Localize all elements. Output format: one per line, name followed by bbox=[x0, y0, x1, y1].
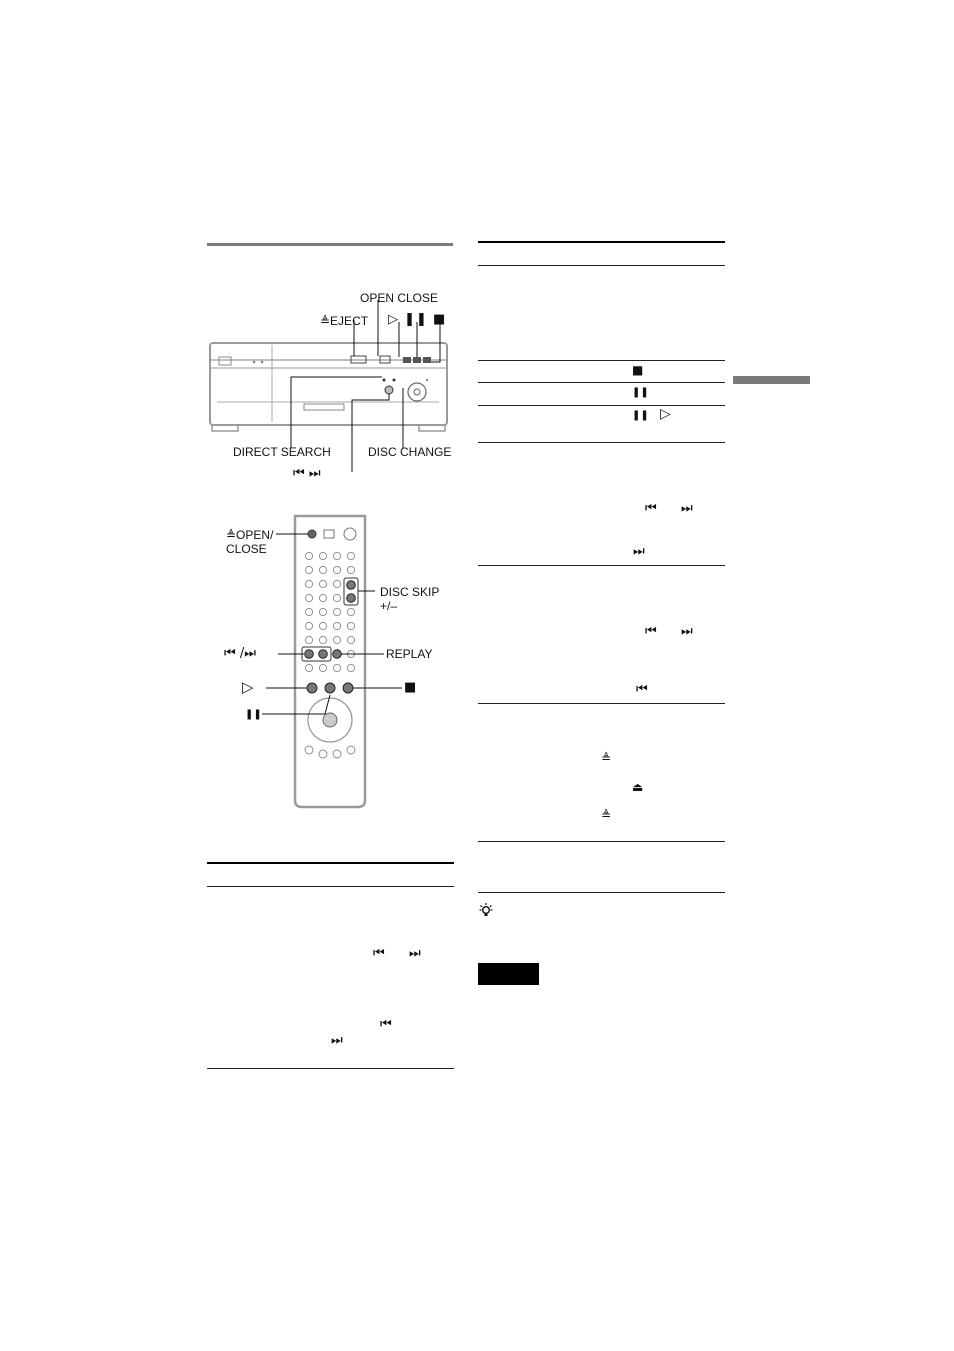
remote-pause-label: ❚❚ bbox=[245, 709, 262, 720]
disc-skip-label-line2: +/– bbox=[380, 599, 398, 613]
right-table-header-rule bbox=[478, 265, 725, 266]
player-front-illustration bbox=[207, 340, 453, 435]
right-table-top-rule bbox=[478, 241, 725, 243]
right-table-row-rule bbox=[478, 442, 725, 443]
remote-illustration bbox=[220, 512, 450, 812]
next-symbol: ⏭ bbox=[681, 501, 693, 516]
play-symbol: ▷ bbox=[660, 406, 671, 422]
disc-skip-label: DISC SKIP bbox=[380, 585, 440, 599]
pause-symbol: ❚❚ bbox=[632, 410, 649, 421]
side-section-tab bbox=[733, 376, 810, 384]
right-table-row-rule bbox=[478, 565, 725, 566]
next-symbol: ⏭ bbox=[681, 624, 693, 639]
left-table-header-rule bbox=[207, 886, 454, 887]
hint-bulb-icon bbox=[479, 902, 493, 918]
next-symbol: ⏭ bbox=[409, 946, 421, 961]
pause-symbol: ❚❚ bbox=[632, 387, 649, 398]
remote-prev-next-label: ⏮ /⏭ bbox=[224, 646, 256, 661]
prev-next-label: ⏮ ⏭ bbox=[293, 466, 321, 481]
remote-open-close-label-line2: CLOSE bbox=[226, 542, 267, 556]
open-close-label: OPEN CLOSE bbox=[360, 291, 439, 305]
disc-change-label: DISC CHANGE bbox=[368, 445, 452, 459]
eject-symbol: ≜ bbox=[601, 751, 612, 765]
stop-symbol: ■ bbox=[632, 363, 644, 377]
prev-symbol: ⏮ bbox=[645, 624, 657, 639]
remote-play-label: ▷ bbox=[242, 678, 254, 696]
eject-symbol: ⏏ bbox=[632, 780, 644, 794]
play-pause-stop-labels: ▷ ❚❚ ■ bbox=[388, 312, 447, 327]
next-symbol: ⏭ bbox=[633, 544, 645, 559]
eject-symbol: ≜ bbox=[601, 808, 612, 822]
right-table-row-rule bbox=[478, 405, 725, 406]
note-label-box bbox=[478, 963, 539, 985]
eject-label: ≜EJECT bbox=[320, 314, 369, 328]
right-table-row-rule bbox=[478, 360, 725, 361]
right-table-row-rule bbox=[478, 703, 725, 704]
next-symbol: ⏭ bbox=[331, 1033, 343, 1048]
prev-symbol: ⏮ bbox=[373, 946, 385, 961]
remote-open-close-label: ≜OPEN/ bbox=[226, 528, 274, 542]
remote-stop-label: ■ bbox=[404, 680, 417, 695]
left-table-top-rule bbox=[207, 862, 454, 864]
prev-symbol: ⏮ bbox=[636, 682, 648, 697]
right-table-bottom-rule bbox=[478, 892, 725, 893]
left-table-bottom-rule bbox=[207, 1068, 454, 1069]
right-table-row-rule bbox=[478, 382, 725, 383]
prev-symbol: ⏮ bbox=[380, 1017, 392, 1032]
left-section-rule bbox=[207, 243, 453, 246]
replay-label: REPLAY bbox=[386, 647, 433, 661]
prev-symbol: ⏮ bbox=[645, 501, 657, 516]
right-table-row-rule bbox=[478, 841, 725, 842]
direct-search-label: DIRECT SEARCH bbox=[233, 445, 331, 459]
